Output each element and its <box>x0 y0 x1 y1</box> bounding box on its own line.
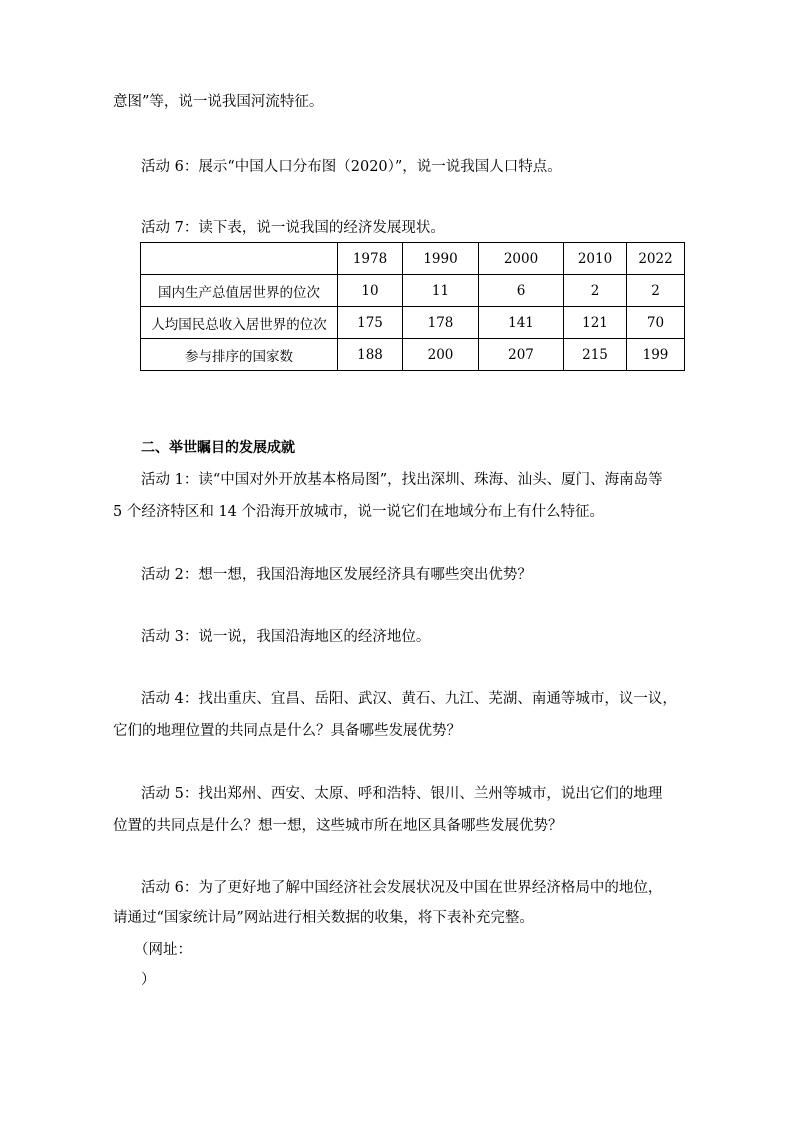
section-heading: 二、举世瞩目的发展成就 <box>141 440 295 456</box>
url-label: （网址： <box>134 942 192 958</box>
table-header-row <box>141 243 685 275</box>
table-header-cell: 2010 <box>564 243 627 275</box>
activity-4-line-2: 它们的地理位置的共同点是什么？具备哪些发展优势？ <box>113 723 461 739</box>
table-row <box>141 307 685 339</box>
table-header-cell <box>141 243 338 275</box>
table-cell: 215 <box>564 339 627 371</box>
activity-4-line-1: 活动 4：找出重庆、宜昌、岳阳、武汉、黄石、九江、芜湖、南通等城市，议一议， <box>141 691 677 707</box>
table-header-cell: 1990 <box>403 243 479 275</box>
table-cell: 175 <box>338 307 403 339</box>
table-row <box>141 339 685 371</box>
table-row <box>141 275 685 307</box>
table-cell: 6 <box>479 275 564 307</box>
activity-6-population: 活动 6：展示“中国人口分布图（2020）”，说一说我国人口特点。 <box>141 159 562 175</box>
table-header-cell: 2000 <box>479 243 564 275</box>
table-cell: 2 <box>564 275 627 307</box>
table-header-cell: 1978 <box>338 243 403 275</box>
activity-6-line-2: 请通过“国家统计局”网站进行相关数据的收集，将下表补充完整。 <box>113 910 534 926</box>
table-cell: 70 <box>627 307 685 339</box>
activity-1-line-2: 5 个经济特区和 14 个沿海开放城市，说一说它们在地域分布上有什么特征。 <box>113 504 605 520</box>
table-cell: 121 <box>564 307 627 339</box>
table-cell: 199 <box>627 339 685 371</box>
activity-2: 活动 2：想一想，我国沿海地区发展经济具有哪些突出优势？ <box>141 567 532 583</box>
table-cell: 10 <box>338 275 403 307</box>
table-cell: 11 <box>403 275 479 307</box>
table-cell: 178 <box>403 307 479 339</box>
url-close: ） <box>141 972 156 988</box>
activity-6-line-1: 活动 6：为了更好地了解中国经济社会发展状况及中国在世界经济格局中的地位， <box>141 880 663 896</box>
activity-5-line-1: 活动 5：找出郑州、西安、太原、呼和浩特、银川、兰州等城市，说出它们的地理 <box>141 786 663 802</box>
activity-5-line-2: 位置的共同点是什么？想一想，这些城市所在地区具备哪些发展优势？ <box>113 818 563 834</box>
activity-1-line-1: 活动 1：读“中国对外开放基本格局图”，找出深圳、珠海、汕头、厦门、海南岛等 <box>141 472 663 488</box>
table-cell: 207 <box>479 339 564 371</box>
table-cell: 人均国民总收入居世界的位次 <box>141 307 338 339</box>
table-cell: 200 <box>403 339 479 371</box>
activity-7-intro: 活动 7：读下表，说一说我国的经济发展现状。 <box>141 220 445 236</box>
table-cell: 2 <box>627 275 685 307</box>
table-cell: 国内生产总值居世界的位次 <box>141 275 338 307</box>
economy-rank-table <box>140 242 685 371</box>
table-cell: 141 <box>479 307 564 339</box>
table-cell: 188 <box>338 339 403 371</box>
activity-3: 活动 3：说一说，我国沿海地区的经济地位。 <box>141 629 431 645</box>
table-header-cell: 2022 <box>627 243 685 275</box>
text-line-rivers: 意图”等，说一说我国河流特征。 <box>113 94 324 110</box>
table-cell: 参与排序的国家数 <box>141 339 338 371</box>
